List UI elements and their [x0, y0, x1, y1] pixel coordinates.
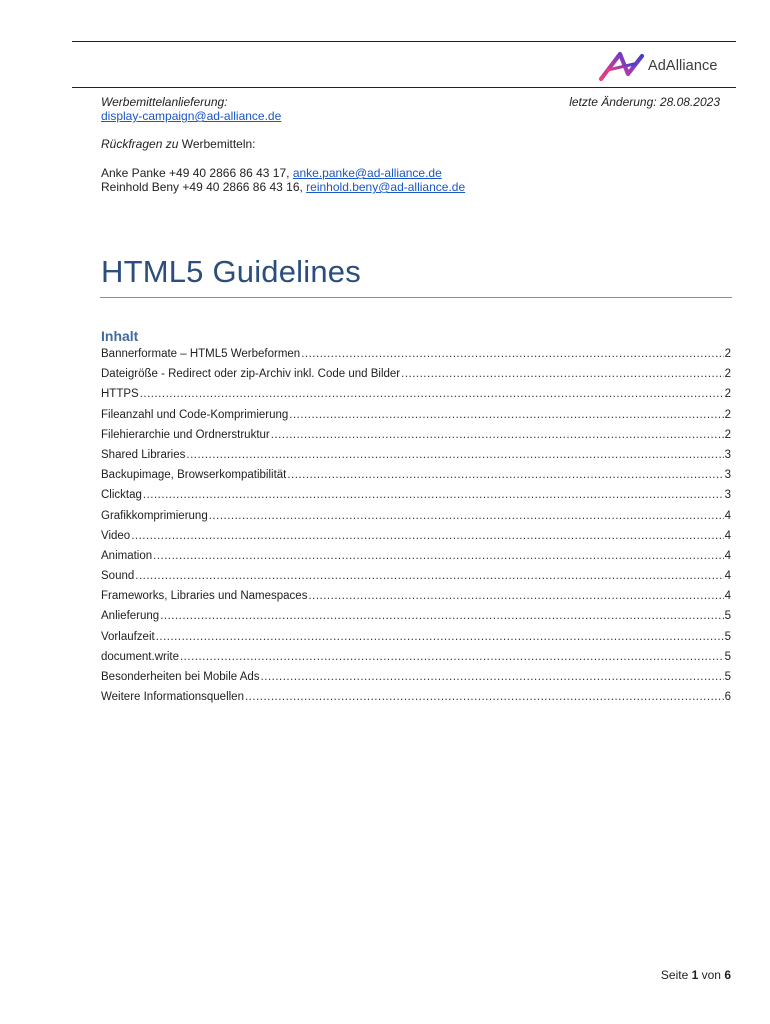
footer-current-page: 1	[691, 968, 699, 982]
toc-entry-title: Anlieferung	[101, 610, 160, 623]
contact-text: Reinhold Beny +49 40 2866 86 43 16,	[101, 180, 307, 194]
contact-line	[101, 180, 465, 194]
ad-alliance-logo-icon	[598, 50, 646, 82]
toc-entry-page: 4	[724, 529, 731, 542]
toc-entry-page: 5	[724, 610, 731, 623]
toc-entry-page: 5	[724, 671, 731, 683]
toc-entry-title: Fileanzahl und Code-Komprimierung	[101, 408, 289, 421]
header-bottom-rule	[72, 87, 736, 88]
toc-leader-dots	[271, 427, 724, 443]
page-title: HTML5 Guidelines	[101, 254, 361, 289]
toc-leader-dots	[209, 508, 724, 524]
toc-leader-dots	[301, 346, 723, 362]
contact-email-link[interactable]: anke.panke@ad-alliance.de	[292, 166, 442, 180]
toc-entry[interactable]	[101, 669, 731, 689]
toc-entry-page: 2	[724, 348, 731, 360]
toc-entry-page: 4	[724, 549, 731, 562]
questions-label	[101, 137, 256, 151]
toc-entry-title: Clicktag	[101, 489, 142, 502]
footer-prefix: Seite	[660, 968, 692, 982]
toc-entry[interactable]	[101, 548, 731, 568]
toc-leader-dots	[261, 669, 724, 685]
toc-entry-page: 3	[724, 489, 731, 502]
toc-entry[interactable]	[101, 427, 731, 447]
toc-leader-dots	[131, 528, 723, 544]
toc-entry-page: 5	[724, 630, 731, 643]
questions-label-italic: Rückfragen zu	[101, 137, 179, 151]
header-top-rule	[72, 41, 736, 42]
toc-entry-page: 4	[724, 590, 731, 603]
toc-entry[interactable]	[101, 447, 731, 467]
toc-entry[interactable]	[101, 407, 731, 427]
toc-entry-title: document.write	[101, 650, 179, 663]
delivery-label: Werbemittelanlieferung:	[101, 95, 228, 109]
toc-entry[interactable]	[101, 346, 731, 366]
toc-entry-page: 4	[724, 570, 731, 583]
toc-entry-title: Grafikkomprimierung	[101, 509, 208, 522]
toc-entry-page: 2	[724, 408, 731, 421]
logo-text: AdAlliance	[648, 58, 718, 74]
contact-text: Anke Panke +49 40 2866 86 43 17,	[101, 166, 293, 180]
toc-leader-dots	[287, 467, 723, 483]
toc-entry-title: Besonderheiten bei Mobile Ads	[101, 671, 260, 683]
toc-leader-dots	[186, 447, 723, 463]
toc-entry-page: 5	[724, 650, 731, 663]
toc-entry[interactable]	[101, 608, 731, 628]
footer-total-pages: 6	[724, 968, 731, 982]
questions-label-rest: Werbemitteln:	[178, 137, 256, 151]
toc-entry-page: 2	[724, 368, 731, 381]
toc-heading: Inhalt	[101, 328, 139, 344]
toc-entry[interactable]	[101, 588, 731, 608]
toc-leader-dots	[308, 588, 723, 604]
toc-leader-dots	[401, 366, 723, 382]
toc-entry-title: Frameworks, Libraries und Namespaces	[101, 590, 308, 603]
toc-leader-dots	[245, 689, 724, 705]
toc-entry-title: Sound	[101, 570, 135, 583]
toc-leader-dots	[135, 568, 723, 584]
toc-leader-dots	[140, 386, 724, 402]
toc-entry-page: 2	[724, 388, 731, 401]
toc-leader-dots	[160, 608, 723, 624]
toc-leader-dots	[180, 649, 724, 665]
toc-entry-page: 3	[724, 469, 731, 482]
toc-entry[interactable]	[101, 386, 731, 406]
toc-entry-page: 6	[724, 691, 731, 704]
toc-entry[interactable]	[101, 629, 731, 649]
toc-entry-title: Vorlaufzeit	[101, 630, 155, 643]
toc-entry[interactable]	[101, 649, 731, 669]
toc-entry-title: Dateigröße - Redirect oder zip-Archiv inkl. Code und Bilder	[101, 368, 401, 381]
footer-middle: von	[698, 968, 725, 982]
contact-line	[101, 166, 442, 180]
toc-entry-title: Backupimage, Browserkompatibilität	[101, 469, 287, 482]
title-underline	[100, 297, 732, 298]
toc-entry[interactable]	[101, 487, 731, 507]
toc-leader-dots	[289, 407, 723, 423]
toc-entry-page: 4	[724, 509, 731, 522]
toc-entry-page: 3	[724, 448, 731, 461]
toc-leader-dots	[156, 629, 724, 645]
toc-entry-title: Bannerformate – HTML5 Werbeformen	[101, 348, 301, 360]
ad-alliance-logo	[598, 49, 730, 83]
delivery-email-link[interactable]: display-campaign@ad-alliance.de	[101, 109, 282, 123]
last-change-date: letzte Änderung: 28.08.2023	[569, 95, 720, 109]
page-footer	[661, 968, 731, 982]
table-of-contents	[101, 346, 731, 709]
toc-entry[interactable]	[101, 689, 731, 709]
toc-entry[interactable]	[101, 366, 731, 386]
toc-entry-page: 2	[724, 428, 731, 441]
toc-entry-title: Filehierarchie und Ordnerstruktur	[101, 428, 270, 441]
toc-entry[interactable]	[101, 508, 731, 528]
toc-entry-title: Animation	[101, 549, 153, 562]
toc-entry-title: Video	[101, 529, 131, 542]
contact-email-link[interactable]: reinhold.beny@ad-alliance.de	[306, 180, 466, 194]
toc-leader-dots	[153, 548, 723, 564]
toc-leader-dots	[143, 487, 724, 503]
toc-entry-title: Shared Libraries	[101, 448, 186, 461]
toc-entry-title: Weitere Informationsquellen	[101, 691, 244, 704]
toc-entry[interactable]	[101, 467, 731, 487]
toc-entry-title: HTTPS	[101, 388, 139, 401]
toc-entry[interactable]	[101, 528, 731, 548]
toc-entry[interactable]	[101, 568, 731, 588]
